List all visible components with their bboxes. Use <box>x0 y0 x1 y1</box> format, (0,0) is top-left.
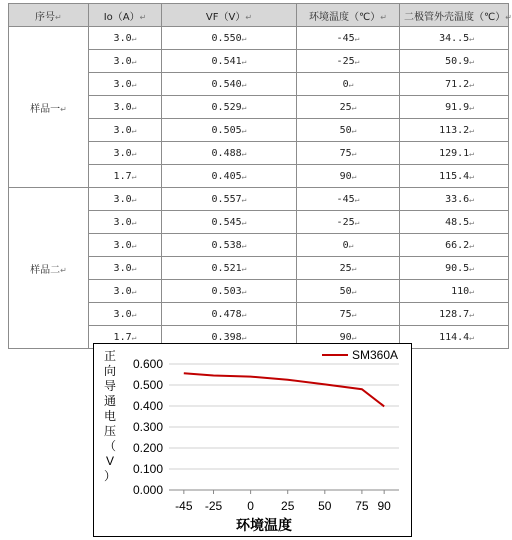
y-tick-label: 0.000 <box>133 483 163 497</box>
ambient-temp-cell: -45↵ <box>297 27 400 50</box>
vf-cell: 0.541↵ <box>162 50 297 73</box>
y-tick-label: 0.100 <box>133 462 163 476</box>
io-cell: 3.0↵ <box>89 257 162 280</box>
ambient-temp-cell: 25↵ <box>297 96 400 119</box>
y-tick-label: 0.300 <box>133 420 163 434</box>
legend-label: SM360A <box>352 348 398 362</box>
vf-cell: 0.505↵ <box>162 119 297 142</box>
x-tick-label: 90 <box>377 499 391 513</box>
vf-cell: 0.521↵ <box>162 257 297 280</box>
io-cell: 3.0↵ <box>89 142 162 165</box>
x-tick-label: 50 <box>318 499 332 513</box>
case-temp-cell: 110↵ <box>400 280 509 303</box>
vf-cell: 0.478↵ <box>162 303 297 326</box>
vf-temperature-chart <box>93 343 412 537</box>
io-cell: 3.0↵ <box>89 303 162 326</box>
ambient-temp-cell: 0↵ <box>297 234 400 257</box>
vf-cell: 0.538↵ <box>162 234 297 257</box>
vf-cell: 0.545↵ <box>162 211 297 234</box>
y-tick-label: 0.500 <box>133 378 163 392</box>
y-axis-title: 正向导通电压（ V ） <box>104 349 116 483</box>
case-temp-cell: 128.7↵ <box>400 303 509 326</box>
x-axis-title: 环境温度 <box>236 517 292 533</box>
io-cell: 3.0↵ <box>89 119 162 142</box>
x-tick-label: 0 <box>247 499 254 513</box>
header-ambient-temp: 环境温度（℃）↵ <box>297 4 400 27</box>
io-cell: 3.0↵ <box>89 27 162 50</box>
y-tick-label: 0.400 <box>133 399 163 413</box>
vf-cell: 0.398↵ <box>162 326 297 349</box>
x-tick-label: 75 <box>355 499 369 513</box>
sample-group-label: 样品二↵ <box>9 188 89 349</box>
case-temp-cell: 50.9↵ <box>400 50 509 73</box>
io-cell: 3.0↵ <box>89 50 162 73</box>
x-tick-label: -25 <box>205 499 223 513</box>
case-temp-cell: 66.2↵ <box>400 234 509 257</box>
ambient-temp-cell: 50↵ <box>297 119 400 142</box>
ambient-temp-cell: 0↵ <box>297 73 400 96</box>
test-data-table <box>8 3 509 349</box>
io-cell: 3.0↵ <box>89 96 162 119</box>
x-tick-label: -45 <box>175 499 193 513</box>
case-temp-cell: 114.4↵ <box>400 326 509 349</box>
x-tick-label: 25 <box>281 499 295 513</box>
case-temp-cell: 115.4↵ <box>400 165 509 188</box>
ambient-temp-cell: 90↵ <box>297 326 400 349</box>
y-tick-label: 0.200 <box>133 441 163 455</box>
case-temp-cell: 34..5↵ <box>400 27 509 50</box>
io-cell: 3.0↵ <box>89 73 162 96</box>
ambient-temp-cell: 75↵ <box>297 142 400 165</box>
ambient-temp-cell: 50↵ <box>297 280 400 303</box>
vf-cell: 0.503↵ <box>162 280 297 303</box>
header-vf: VF（V）↵ <box>162 4 297 27</box>
table-row <box>9 27 509 50</box>
io-cell: 1.7↵ <box>89 165 162 188</box>
table-row <box>9 188 509 211</box>
ambient-temp-cell: 90↵ <box>297 165 400 188</box>
case-temp-cell: 33.6↵ <box>400 188 509 211</box>
io-cell: 3.0↵ <box>89 188 162 211</box>
case-temp-cell: 71.2↵ <box>400 73 509 96</box>
vf-cell: 0.529↵ <box>162 96 297 119</box>
vf-cell: 0.557↵ <box>162 188 297 211</box>
io-cell: 3.0↵ <box>89 234 162 257</box>
io-cell: 3.0↵ <box>89 280 162 303</box>
ambient-temp-cell: -45↵ <box>297 188 400 211</box>
ambient-temp-cell: 25↵ <box>297 257 400 280</box>
case-temp-cell: 48.5↵ <box>400 211 509 234</box>
case-temp-cell: 113.2↵ <box>400 119 509 142</box>
data-table-wrapper <box>8 3 508 349</box>
header-io: Io（A）↵ <box>89 4 162 27</box>
vf-cell: 0.540↵ <box>162 73 297 96</box>
case-temp-cell: 90.5↵ <box>400 257 509 280</box>
header-case-temp: 二极管外壳温度（℃）↵ <box>400 4 509 27</box>
table-body <box>9 27 509 349</box>
vf-cell: 0.488↵ <box>162 142 297 165</box>
io-cell: 1.7↵ <box>89 326 162 349</box>
case-temp-cell: 129.1↵ <box>400 142 509 165</box>
io-cell: 3.0↵ <box>89 211 162 234</box>
case-temp-cell: 91.9↵ <box>400 96 509 119</box>
sample-group-label: 样品一↵ <box>9 27 89 188</box>
ambient-temp-cell: -25↵ <box>297 211 400 234</box>
ambient-temp-cell: 75↵ <box>297 303 400 326</box>
series-line <box>184 373 384 406</box>
chart-svg <box>94 344 411 536</box>
header-index: 序号↵ <box>9 4 89 27</box>
vf-cell: 0.550↵ <box>162 27 297 50</box>
y-tick-label: 0.600 <box>133 357 163 371</box>
vf-cell: 0.405↵ <box>162 165 297 188</box>
ambient-temp-cell: -25↵ <box>297 50 400 73</box>
header-row <box>9 4 509 27</box>
